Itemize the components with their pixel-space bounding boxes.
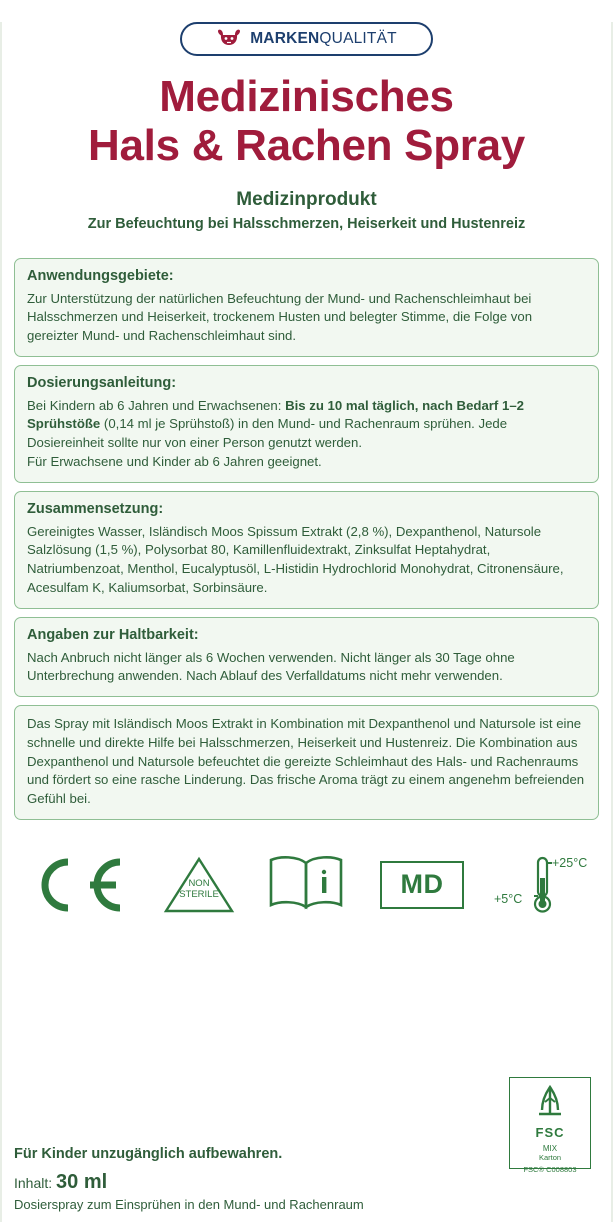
child-warning-text: Für Kinder unzugänglich aufbewahren. [14, 1146, 283, 1162]
fsc-mix-label: MIX [542, 1144, 558, 1153]
product-description-footer: Dosierspray zum Einsprühen in den Mund- und Rachenraum [14, 1197, 364, 1212]
fsc-certification-badge [509, 1077, 591, 1174]
section-heading: Angaben zur Haltbarkeit: [27, 626, 199, 643]
section-dosierungsanleitung [14, 365, 599, 483]
section-paragraph: Bei Kindern ab 6 Jahren und Erwachsenen: Bis zu 10 mal täglich, nach Bedarf 1–2 Sprühstöße (0,14 ml je Sprühstoß) in den Mund- und Rachenraum sprühen. Jede Dosiereinheit sollte nur von einer Person genutzt werden. [27, 397, 524, 451]
fsc-material-label: Karton [538, 1153, 562, 1162]
non-sterile-icon [162, 853, 236, 917]
section-anwendungsgebiete [14, 258, 599, 357]
non-sterile-label: NON STERILE [179, 877, 219, 900]
section-heading: Dosierungsanleitung: [27, 374, 177, 391]
page-title [14, 72, 599, 171]
brand-seal-text [250, 30, 397, 48]
content-line [14, 1171, 444, 1194]
section-paragraph: Das Spray mit Isländisch Moos Extrakt in Kombination mit Dexpanthenol und Natursole ist eine schnelle und direkte Hilfe bei Halsschmerzen, Heiserkeit und Hustenreiz. Die Kombination aus Dexpanthenol und Natursole befeuchtet die gereizte Schleimhaut des Hals- und Rachenraums und fördert so eine rasche Linderung. Das frische Aroma trägt zu einem angenehm befreienden Gefühl bei. [27, 716, 585, 807]
left-edge-shadow [0, 22, 2, 1222]
fsc-name: FSC [535, 1125, 565, 1140]
section-product-description [14, 705, 599, 820]
content-label: Inhalt: [14, 1175, 53, 1191]
product-claim: Zur Befeuchtung bei Halsschmerzen, Heiserkeit und Hustenreiz [87, 215, 526, 232]
ce-mark-icon [28, 857, 124, 913]
consult-instructions-icon [266, 853, 346, 916]
section-haltbarkeit [14, 617, 599, 697]
brand-seal-text-bold: MARKEN [250, 30, 320, 47]
product-subtitle: Medizinprodukt [236, 188, 377, 210]
section-zusammensetzung [14, 491, 599, 609]
section-heading: Zusammensetzung: [27, 500, 164, 517]
section-paragraph: Zur Unterstützung der natürlichen Befeuchtung der Mund- und Rachenschleimhaut bei Halsschmerzen und Heiserkeit, trockenem Husten und belegter Stimme, die Folge von gereizter Mund- und Rachenschleimhaut sind. [27, 290, 533, 343]
md-label: MD [400, 869, 444, 900]
section-paragraph: Nach Anbruch nicht länger als 6 Wochen verwenden. Nicht länger als 30 Tage ohne Unterbrechung anwenden. Nach Ablauf des Verfalldatums nicht mehr verwenden. [27, 649, 515, 684]
temperature-range-icon [494, 854, 606, 916]
info-sections [14, 258, 599, 820]
footer-info [14, 1146, 444, 1212]
package-label [0, 22, 613, 1222]
content-amount: 30 ml [56, 1171, 108, 1193]
section-paragraph: Für Erwachsene und Kinder ab 6 Jahren geeignet. [27, 453, 322, 469]
fsc-tree-icon [535, 1084, 565, 1123]
brand-quality-seal [180, 22, 433, 56]
product-title-line2: Hals & Rachen Spray [88, 121, 525, 171]
section-paragraph: Gereinigtes Wasser, Isländisch Moos Spissum Extrakt (2,8 %), Dexpanthenol, Natursole Salzlösung (1,5 %), Polysorbat 80, Kamillenfluidextrakt, Zinksulfat Heptahydrat, Natriumbenzoat, Menthol, Eucalyptusöl, L-Histidin Hydrochlorid Monohydrat, Citronensäure, Acesulfam K, Kaliumsorbat, Sorbinsäure. [27, 523, 564, 595]
temp-min-label: +5°C [494, 891, 523, 906]
fsc-code-label: FSC® C008803 [523, 1165, 577, 1174]
temp-max-label: +25°C [552, 855, 588, 870]
regulatory-symbols [14, 846, 599, 924]
section-heading: Anwendungsgebiete: [27, 267, 174, 284]
product-title-line1: Medizinisches [159, 72, 454, 121]
brand-seal-text-light: QUALITÄT [319, 30, 397, 47]
medical-device-icon [380, 861, 464, 909]
bull-head-icon [216, 28, 242, 50]
